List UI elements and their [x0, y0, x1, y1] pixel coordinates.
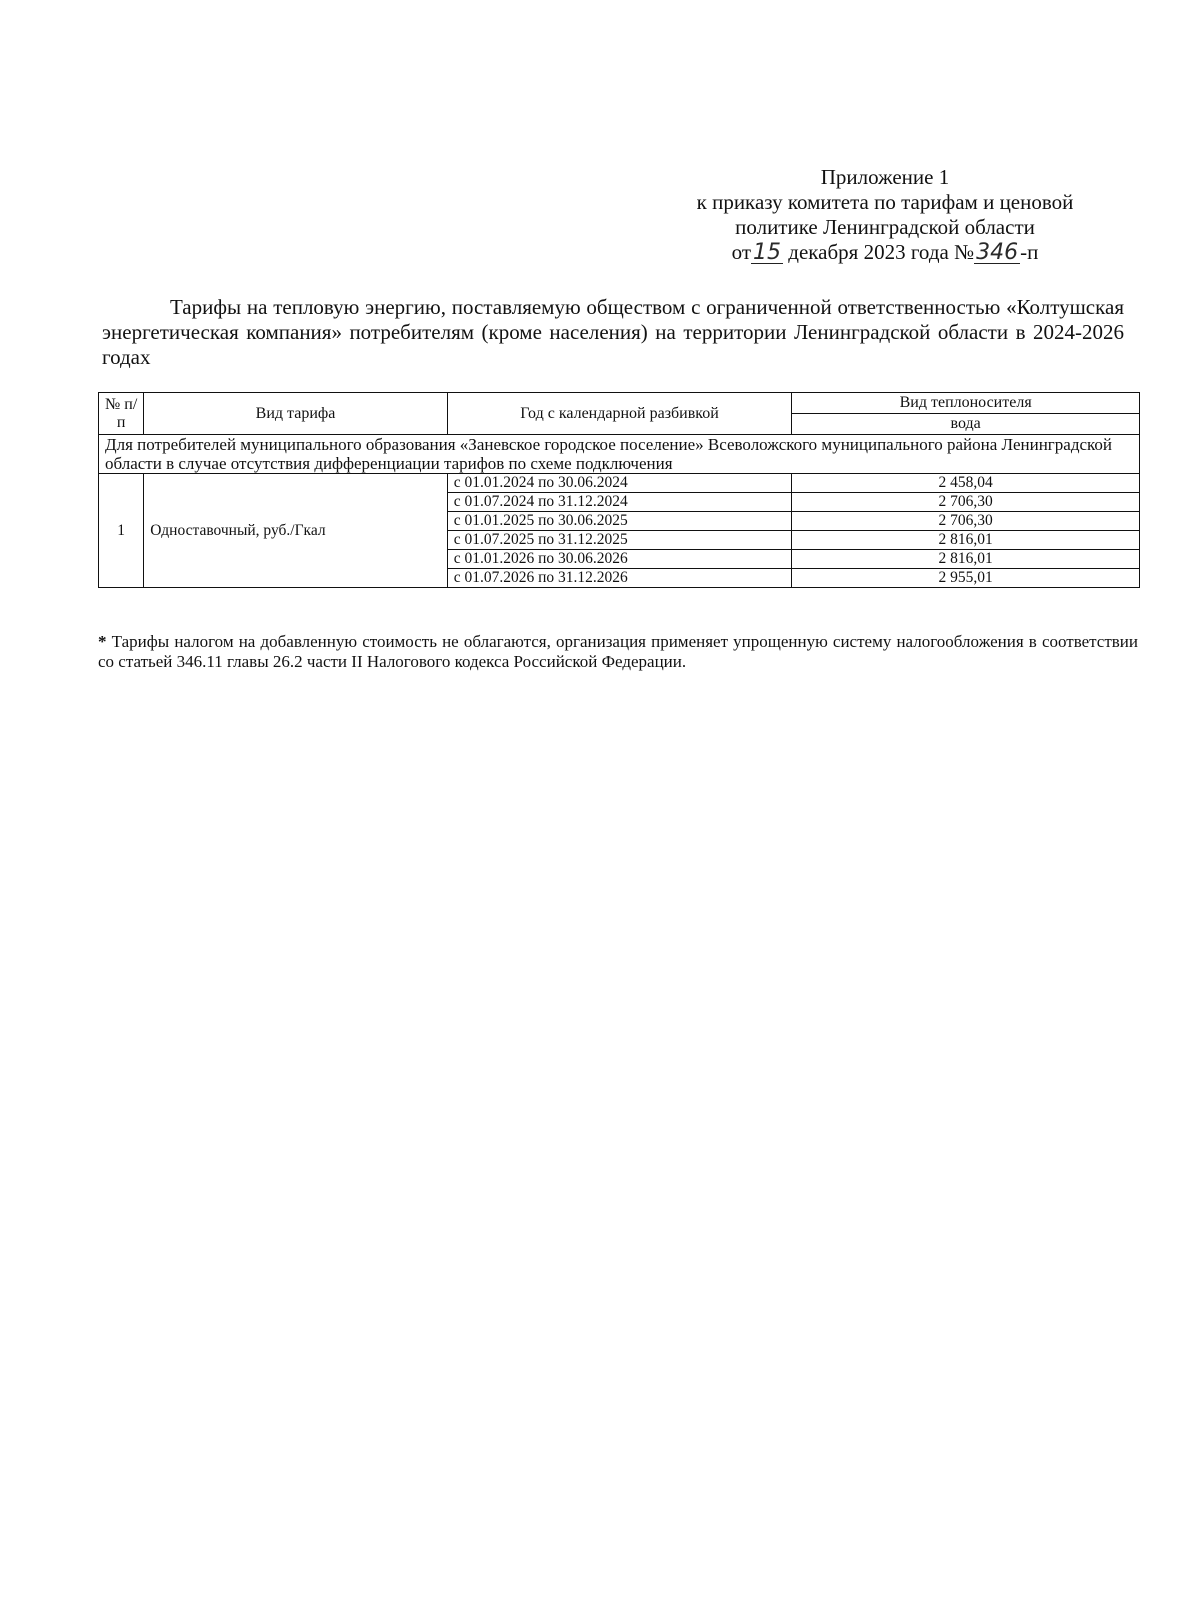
value-cell: 2 706,30	[792, 493, 1140, 512]
handwritten-order-number: 346	[976, 240, 1019, 265]
appendix-committee: политике Ленинградской области	[735, 215, 1035, 239]
footnote-mark: *	[98, 632, 107, 651]
period-cell: с 01.07.2026 по 31.12.2026	[447, 569, 792, 588]
header-tariff-type: Вид тарифа	[144, 393, 447, 435]
value-cell: 2 816,01	[792, 531, 1140, 550]
value-cell: 2 816,01	[792, 550, 1140, 569]
appendix-header	[640, 165, 1130, 265]
date-middle: декабря 2023 года №	[788, 240, 975, 264]
value-cell: 2 706,30	[792, 512, 1140, 531]
value-cell: 2 955,01	[792, 569, 1140, 588]
appendix-date-line	[640, 240, 1130, 265]
header-period: Год с календарной разбивкой	[447, 393, 792, 435]
order-suffix: -п	[1020, 240, 1039, 264]
tariff-type-cell: Одноставочный, руб./Гкал	[144, 474, 447, 588]
tariff-table	[98, 392, 1140, 588]
document-heading: Тарифы на тепловую энергию, поставляемую обществом с ограниченной ответственностью «Колтушская энергетическая компания» потребителям (кроме населения) на территории Ленинградской области в 2024-2026 годах	[102, 295, 1124, 369]
period-cell: с 01.01.2025 по 30.06.2025	[447, 512, 792, 531]
appendix-order-ref: к приказу комитета по тарифам и ценовой	[696, 190, 1074, 214]
consumer-group-label: Для потребителей муниципального образования «Заневское городское поселение» Всеволожского муниципального района Ленинградской области в случае отсутствия дифференциации тарифов по схеме подключения	[99, 435, 1140, 474]
handwritten-day: 15	[753, 240, 782, 265]
period-cell: с 01.01.2026 по 30.06.2026	[447, 550, 792, 569]
value-cell: 2 458,04	[792, 474, 1140, 493]
period-cell: с 01.07.2025 по 31.12.2025	[447, 531, 792, 550]
header-carrier: вода	[792, 414, 1140, 435]
header-carrier-group: Вид теплоносителя	[792, 393, 1140, 414]
row-number: 1	[99, 474, 144, 588]
header-num: № п/п	[99, 393, 144, 435]
footnote-text: Тарифы налогом на добавленную стоимость не облагаются, организация применяет упрощенную систему налогообложения в соответствии со статьей 346.11 главы 26.2 части II Налогового кодекса Российской Федерации.	[98, 632, 1139, 671]
date-prefix: от	[731, 240, 752, 264]
period-cell: с 01.01.2024 по 30.06.2024	[447, 474, 792, 493]
footnote	[98, 632, 1138, 672]
appendix-title: Приложение 1	[820, 165, 950, 189]
period-cell: с 01.07.2024 по 31.12.2024	[447, 493, 792, 512]
